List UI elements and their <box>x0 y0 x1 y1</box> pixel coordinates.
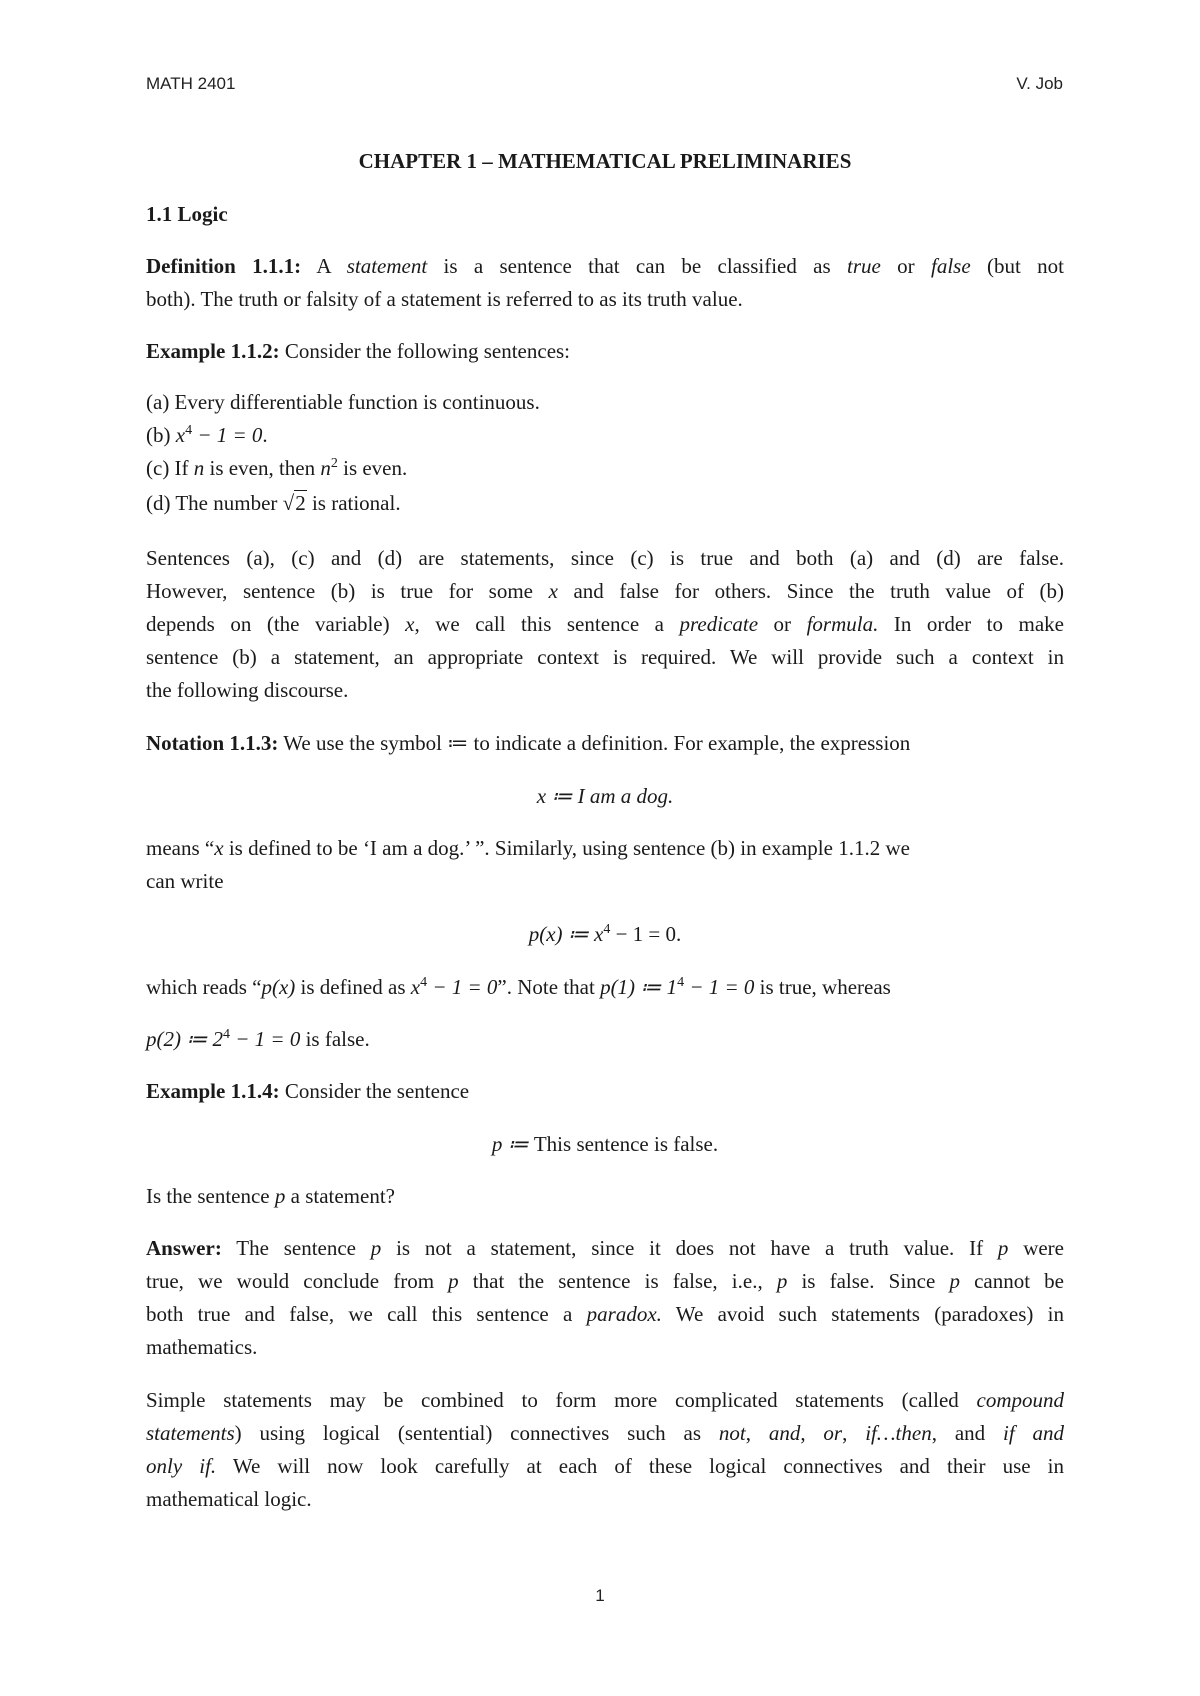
math: $n^2$ <box>320 456 338 480</box>
display-equation: p(x) ≔ $x^4 - 1 = 0$. <box>528 922 682 946</box>
text: or <box>758 612 807 636</box>
math: x <box>405 612 415 636</box>
text: The sentence <box>221 1236 371 1260</box>
term-predicate: predicate <box>679 612 759 636</box>
math: p <box>997 1236 1009 1260</box>
paragraph-line <box>146 608 1064 641</box>
text: In order to make <box>878 612 1064 636</box>
paragraph-line <box>146 1450 1064 1483</box>
text: We avoid such statements (paradoxes) in <box>661 1302 1065 1326</box>
term-compound: compound <box>976 1388 1064 1412</box>
math: $x^4 - 1 = 0$ <box>175 423 263 447</box>
answer-line-3 <box>146 1298 1064 1331</box>
math: p(x) <box>261 975 296 999</box>
text: and false for others. Since the truth value of (b) <box>557 579 1064 603</box>
answer-label: Answer: <box>146 1236 222 1260</box>
math: n <box>193 456 205 480</box>
example-label: Example 1.1.4: <box>146 1079 280 1103</box>
term-paradox: paradox. <box>586 1302 662 1326</box>
section-title: 1.1 Logic <box>146 202 228 226</box>
paragraph-line <box>146 971 1064 1004</box>
math: p <box>274 1184 286 1208</box>
example-112-heading <box>146 335 1064 368</box>
paragraph-line: Sentences (a), (c) and (d) are statements, since (c) is true and both (a) and (d) are false. <box>146 546 1064 570</box>
display-equation <box>146 1128 1064 1161</box>
example-label: Example 1.1.2: <box>146 339 280 363</box>
term-not: not <box>718 1421 746 1445</box>
text: ”. Note that <box>497 975 601 999</box>
math: x <box>548 579 558 603</box>
text: is defined as <box>295 975 411 999</box>
example-114-heading <box>146 1075 1064 1108</box>
paragraph-line <box>146 1023 1064 1056</box>
math: p <box>370 1236 382 1260</box>
math: p <box>448 1269 459 1293</box>
display-equation: x ≔ I am a dog. <box>536 784 674 808</box>
notation-heading <box>146 727 1064 760</box>
text: true, we would conclude from <box>146 1269 449 1293</box>
paragraph-line: mathematical logic. <box>146 1487 312 1511</box>
text: However, sentence (b) is true for some <box>146 579 549 603</box>
text: depends on (the variable) <box>146 612 406 636</box>
paragraph-line: statements) using logical (sentential) connectives such as not, and, or, if…then, and if and <box>146 1421 1065 1445</box>
text: or <box>880 254 931 278</box>
text: is true, whereas <box>754 975 891 999</box>
math: p(x) ≔ x <box>528 922 604 946</box>
term-statement: statement <box>346 254 428 278</box>
definition-line-2: both). The truth or falsity of a statement is referred to as its truth value. <box>146 287 743 311</box>
notation-label: Notation 1.1.3: <box>146 731 279 755</box>
text: (b) <box>146 423 176 447</box>
text: Simple statements may be combined to form more complicated statements (called <box>146 1388 977 1412</box>
text: This sentence is false. <box>533 1132 719 1156</box>
text: is even, then <box>204 456 321 480</box>
text: both true and false, we call this sentence a <box>146 1302 587 1326</box>
text: is even. <box>337 456 408 480</box>
list-item-c <box>146 452 1064 485</box>
list-item-d <box>146 487 1064 520</box>
math: p(1) ≔ $1^4 - 1 = 0$ <box>600 975 755 999</box>
term-if-then: if…then <box>865 1421 932 1445</box>
sqrt-2: √2 <box>282 491 306 515</box>
paragraph-line <box>146 832 1064 865</box>
list-item-a: (a) Every differentiable function is continuous. <box>146 390 540 414</box>
text: is not a statement, since it does not have a truth value. If <box>381 1236 998 1260</box>
chapter-title: CHAPTER 1 – MATHEMATICAL PRELIMINARIES <box>358 149 852 173</box>
math: p ≔ <box>491 1132 534 1156</box>
term-false: false <box>931 254 971 278</box>
paragraph-line: sentence (b) a statement, an appropriate context is required. We will provide such a context in <box>146 645 1064 669</box>
text: is false. Since <box>787 1269 950 1293</box>
math: $x^4 - 1 = 0$ <box>410 975 498 999</box>
text: is defined to be ‘I am a dog.’ ”. Similarly, using sentence (b) in example 1.1.2 we <box>223 836 910 860</box>
text: , and <box>931 1421 1003 1445</box>
term-and: and <box>768 1421 801 1445</box>
paragraph-line: can write <box>146 869 224 893</box>
text: is rational. <box>306 491 401 515</box>
math: x <box>214 836 224 860</box>
text: is false. <box>300 1027 370 1051</box>
text: (c) If <box>146 456 194 480</box>
text: cannot be <box>959 1269 1064 1293</box>
term-or: or <box>823 1421 843 1445</box>
math: p <box>949 1269 960 1293</box>
text: We use the symbol ≔ to indicate a definition. For example, the expression <box>278 731 911 755</box>
page-number: 1 <box>595 1586 605 1605</box>
text: Consider the sentence <box>279 1079 470 1103</box>
term-iff: only if. <box>146 1454 217 1478</box>
math: − 1 = 0. <box>610 922 682 946</box>
math: p(2) ≔ $2^4 - 1 = 0$ <box>146 1027 301 1051</box>
math: p <box>776 1269 788 1293</box>
answer-line-2 <box>146 1265 1064 1298</box>
definition-line-1 <box>146 250 1064 283</box>
paragraph-line <box>146 1384 1064 1417</box>
paragraph-line: the following discourse. <box>146 678 349 702</box>
text: is a sentence that can be classified as <box>427 254 848 278</box>
text: which reads “ <box>146 975 262 999</box>
text: , we call this sentence a <box>414 612 680 636</box>
definition-label: Definition 1.1.1: <box>146 254 302 278</box>
text: A <box>301 254 347 278</box>
answer-line-4: mathematics. <box>146 1335 258 1359</box>
answer-line-1 <box>146 1232 1064 1265</box>
text: Consider the following sentences: <box>279 339 571 363</box>
text: (but not <box>970 254 1064 278</box>
text: were <box>1008 1236 1064 1260</box>
header-author: V. Job <box>1016 74 1063 93</box>
text: ) using logical (sentential) connectives such as <box>234 1421 719 1445</box>
text: a statement? <box>285 1184 395 1208</box>
text: We will now look carefully at each of these logical connectives and their use in <box>216 1454 1065 1478</box>
paragraph-line <box>146 1180 1064 1213</box>
header-course: MATH 2401 <box>146 74 236 93</box>
text: that the sentence is false, i.e., <box>458 1269 777 1293</box>
term-true: true <box>847 254 881 278</box>
list-item-b: (b) $x^4 - 1 = 0$. <box>146 423 268 447</box>
text: means “ <box>146 836 215 860</box>
paragraph-line <box>146 575 1064 608</box>
text: (d) The number <box>146 491 283 515</box>
text: Is the sentence <box>146 1184 275 1208</box>
term-statements: statements <box>146 1421 235 1445</box>
term-iff: if and <box>1003 1421 1065 1445</box>
term-formula: formula. <box>806 612 879 636</box>
